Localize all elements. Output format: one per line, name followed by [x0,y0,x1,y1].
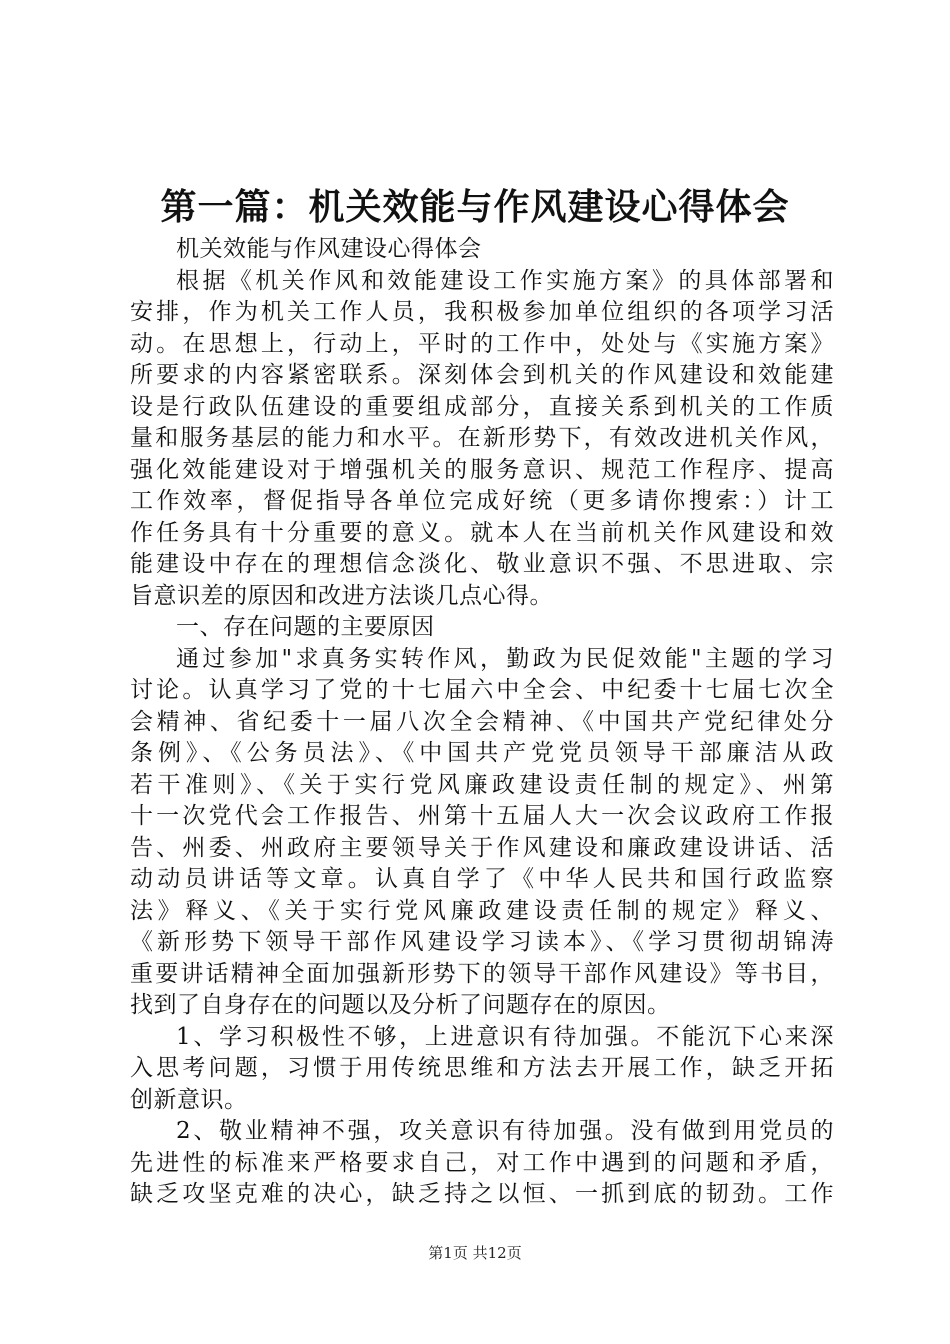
text-line: 安排，作为机关工作人员，我积极参加单位组织的各项学习活 [130,299,834,325]
text-line: 若干准则》、《关于实行党风廉政建设责任制的规定》、州第 [130,771,834,798]
text-line: 机关效能与作风建设心得体会 [176,236,482,262]
text-line: 入思考问题，习惯于用传统思维和方法去开展工作，缺乏开拓 [130,1055,834,1081]
text-line: 强化效能建设对于增强机关的服务意识、规范工作程序、提高 [130,456,834,483]
document-title: 第一篇：机关效能与作风建设心得体会 [160,187,790,228]
text-line: 法》释义、《关于实行党风廉政建设责任制的规定》释义、 [130,897,834,924]
text-line: 缺乏攻坚克难的决心，缺乏持之以恒、一抓到底的韧劲。工作 [130,1181,834,1207]
text-line: 1、学习积极性不够，上进意识有待加强。不能沉下心来深 [176,1023,834,1050]
text-line: 动动员讲话等文章。认真自学了《中华人民共和国行政监察 [130,866,834,892]
text-line: 能建设中存在的理想信念淡化、敬业意识不强、不思进取、宗 [130,551,834,577]
text-line: 设是行政队伍建设的重要组成部分，直接关系到机关的工作质 [130,393,834,420]
text-line: 先进性的标准来严格要求自己，对工作中遇到的问题和矛盾， [130,1149,834,1176]
text-line: 作任务具有十分重要的意义。就本人在当前机关作风建设和效 [130,519,834,546]
document-body [130,234,834,1211]
text-line: 工作效率，督促指导各单位完成好统（更多请你搜索：）计工 [130,488,834,514]
text-line: 《新形势下领导干部作风建设学习读本》、《学习贯彻胡锦涛 [130,929,834,955]
text-line: 创新意识。 [130,1086,248,1113]
text-line: 旨意识差的原因和改进方法谈几点心得。 [130,582,553,609]
text-line: 条例》、《公务员法》、《中国共产党党员领导干部廉洁从政 [130,740,834,766]
text-line: 会精神、省纪委十一届八次全会精神、《中国共产党纪律处分 [130,708,834,735]
text-line: 找到了自身存在的问题以及分析了问题存在的原因。 [130,992,671,1018]
text-line: 通过参加"求真务实转作风，勤政为民促效能"主题的学习 [176,645,834,672]
text-line: 量和服务基层的能力和水平。在新形势下，有效改进机关作风， [130,425,834,451]
text-line: 一、存在问题的主要原因 [176,614,435,640]
text-line: 动。在思想上，行动上，平时的工作中，处处与《实施方案》 [130,330,834,357]
text-line: 十一次党代会工作报告、州第十五届人大一次会议政府工作报 [130,803,834,829]
text-line: 2、敬业精神不强，攻关意识有待加强。没有做到用党员的 [176,1118,834,1144]
text-line: 讨论。认真学习了党的十七届六中全会、中纪委十七届七次全 [130,677,834,703]
text-line: 告、州委、州政府主要领导关于作风建设和廉政建设讲话、活 [130,834,834,861]
page-footer: 第1页 共12页 [428,1244,522,1262]
text-line: 重要讲话精神全面加强新形势下的领导干部作风建设》等书目， [130,960,834,987]
text-line: 根据《机关作风和效能建设工作实施方案》的具体部署和 [176,267,834,294]
text-line: 所要求的内容紧密联系。深刻体会到机关的作风建设和效能建 [130,362,834,388]
